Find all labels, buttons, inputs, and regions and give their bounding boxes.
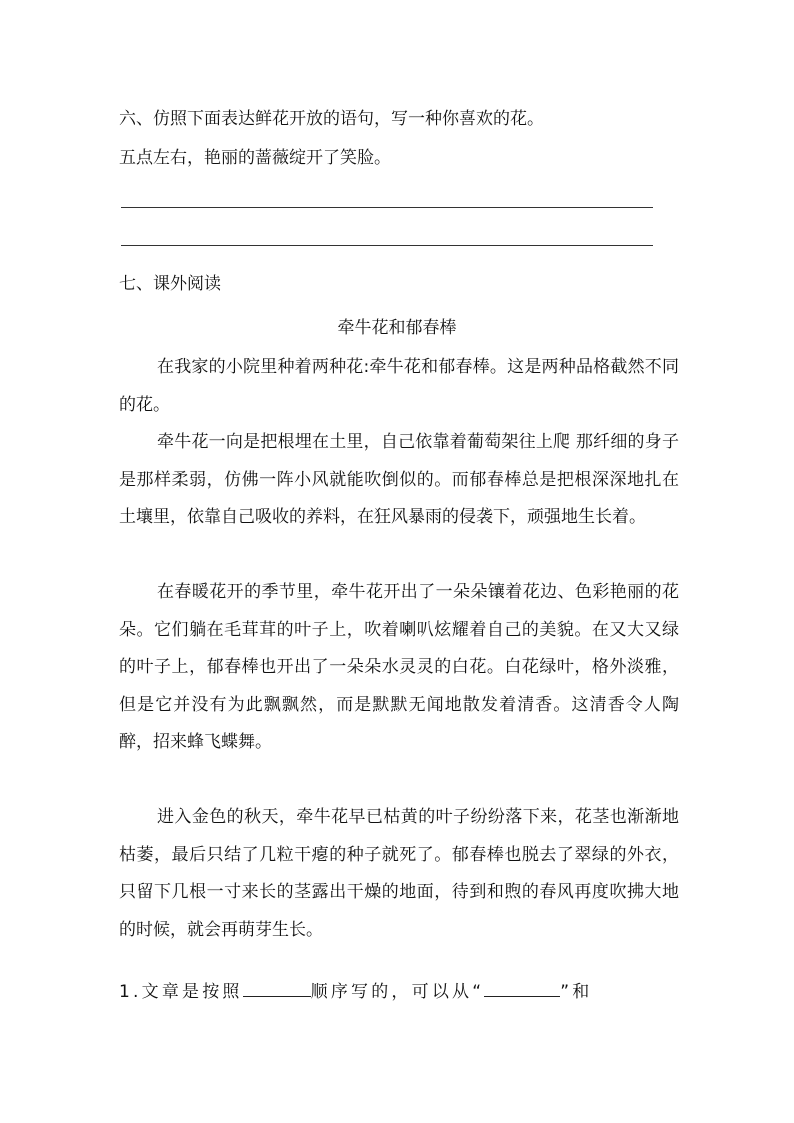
- answer-line-2[interactable]: [121, 245, 653, 246]
- answer-line-1[interactable]: [121, 207, 653, 208]
- section6-example: 五点左右，艳丽的蔷薇绽开了笑脸。: [119, 148, 391, 168]
- passage-paragraph-2: 牵牛花一向是把根埋在土里，自己依靠着葡萄架往上爬 那纤细的身子是那样柔弱，仿佛一阵小风就能吹倒似的。而郁春棒总是把根深深地扎在土壤里，依靠自己吸收的养料，在狂风暴雨的侵袭下，顽强地生长着。: [119, 432, 679, 527]
- question-1-text-b: 顺序写的，可以从“: [310, 982, 485, 1002]
- question-1-text-a: 1.文章是按照: [119, 982, 243, 1002]
- passage-paragraph-4: 进入金色的秋天，牵牛花早已枯黄的叶子纷纷落下来，花茎也渐渐地枯萎，最后只结了几粒干瘪的种子就死了。郁春棒也脱去了翠绿的外衣，只留下几根一寸来长的茎露出干燥的地面，待到和煦的春风再度吹拂大地的时候，就会再萌芽生长。: [119, 807, 679, 940]
- section6-heading: 六、仿照下面表达鲜花开放的语句，写一种你喜欢的花。: [119, 109, 544, 129]
- question-1-blank-order[interactable]: [243, 980, 311, 997]
- passage-title: 牵牛花和郁春棒: [337, 318, 457, 338]
- question-1-text-c: ”和: [560, 982, 593, 1002]
- passage-paragraph-1: 在我家的小院里种着两种花:牵牛花和郁春棒。这是两种品格截然不同的花。: [119, 357, 679, 415]
- question-1: [119, 980, 679, 1004]
- passage-paragraph-3: 在春暖花开的季节里，牵牛花开出了一朵朵镶着花边、色彩艳丽的花朵。它们躺在毛茸茸的叶子上，吹着喇叭炫耀着自己的美貌。在又大又绿的叶子上，郁春棒也开出了一朵朵水灵灵的白花。白花绿叶，格外淡雅，但是它并没有为此飘飘然，而是默默无闻地散发着清香。这清香令人陶醉，招来蜂飞蝶舞。: [119, 582, 679, 752]
- question-1-blank-quote[interactable]: [484, 980, 560, 997]
- section7-heading: 七、课外阅读: [119, 274, 221, 294]
